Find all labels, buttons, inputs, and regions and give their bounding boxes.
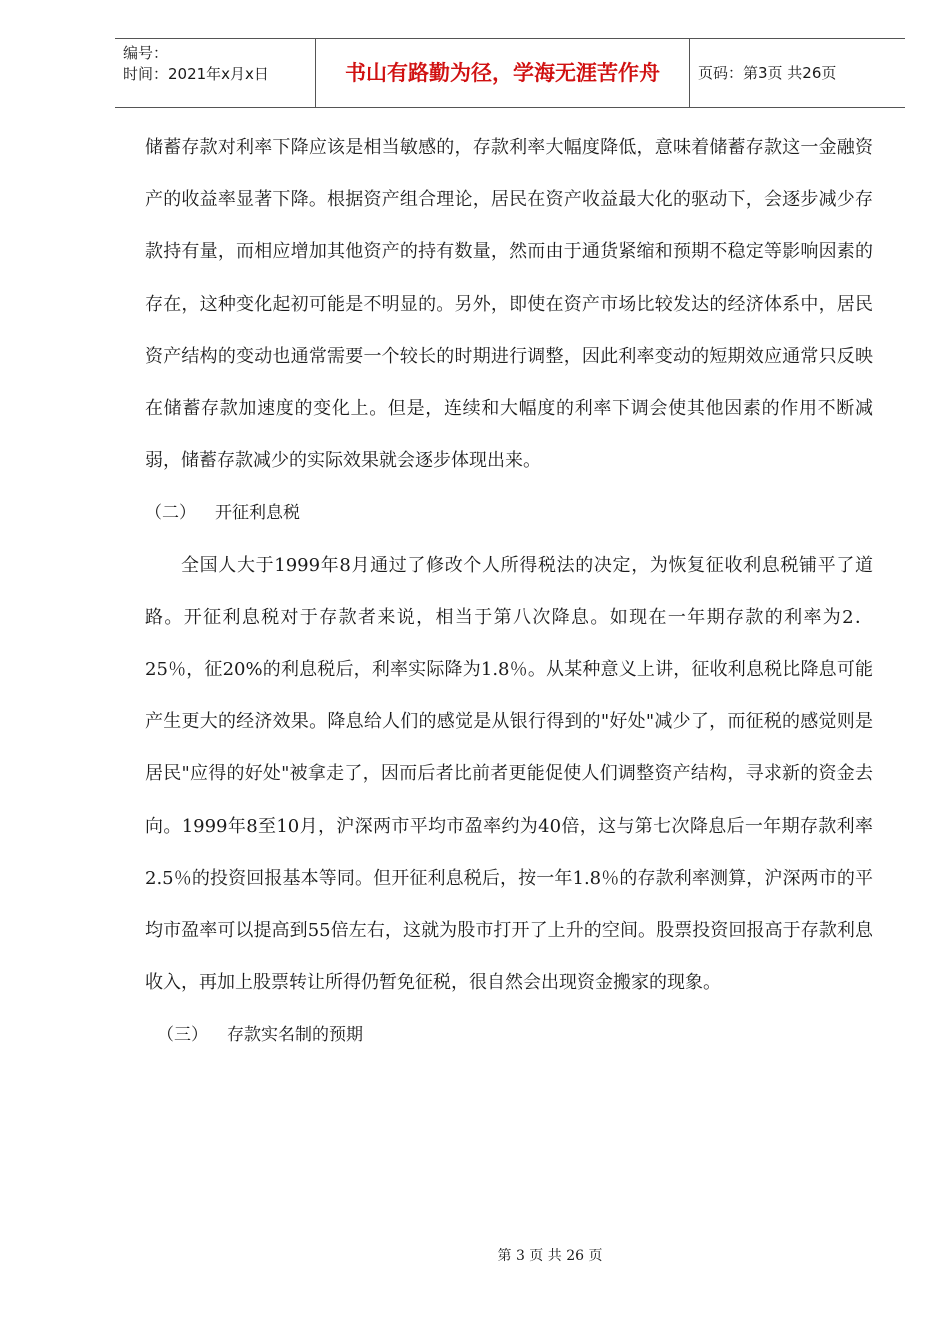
header-page-label: 页码：第3页 共26页 — [698, 64, 837, 82]
section-heading-2 — [145, 487, 873, 539]
header-meta — [115, 39, 316, 107]
document-number-label: 编号： — [123, 44, 169, 62]
section-heading-3 — [145, 1009, 873, 1061]
page-footer: 第 3 页 共 26 页 — [497, 1248, 603, 1264]
section-title: 开征利息税 — [215, 503, 300, 524]
body-paragraph: 储蓄存款对利率下降应该是相当敏感的，存款利率大幅度降低，意味着储蓄存款这一金融资产的收益率显著下降。根据资产组合理论，居民在资产收益最大化的驱动下，会逐步减少存款持有量，而相应增加其他资产的持有数量，然而由于通货紧缩和预期不稳定等影响因素的存在，这种变化起初可能是不明显的。另外，即使在资产市场比较发达的经济体系中，居民资产结构的变动也通常需要一个较长的时期进行调整，因此利率变动的短期效应通常只反映在储蓄存款加速度的变化上。但是，连续和大幅度的利率下调会使其他因素的作用不断减弱，储蓄存款减少的实际效果就会逐步体现出来。 — [145, 137, 873, 472]
header-motto: 书山有路勤为径，学海无涯苦作舟 — [316, 39, 690, 107]
section-number: （二） — [145, 503, 196, 524]
document-body — [145, 122, 873, 1062]
section-number: （三） — [157, 1025, 208, 1046]
section-title: 存款实名制的预期 — [227, 1025, 363, 1046]
document-date-label: 时间：2021年x月x日 — [123, 65, 269, 83]
page-header — [115, 38, 905, 108]
body-paragraph: 全国人大于1999年8月通过了修改个人所得税法的决定，为恢复征收利息税铺平了道路。开征利息税对于存款者来说，相当于第八次降息。如现在一年期存款的利率为2．25％，征20%的利息税后，利率实际降为1.8％。从某种意义上讲，征收利息税比降息可能产生更大的经济效果。降息给人们的感觉是从银行得到的"好处"减少了，而征税的感觉则是居民"应得的好处"被拿走了，因而后者比前者更能促使人们调整资产结构，寻求新的资金去向。1999年8至10月，沪深两市平均市盈率约为40倍，这与第七次降息后一年期存款利率2.5％的投资回报基本等同。但开征利息税后，按一年1.8％的存款利率测算，沪深两市的平均市盈率可以提高到55倍左右，这就为股市打开了上升的空间。股票投资回报高于存款利息收入，再加上股票转让所得仍暂免征税，很自然会出现资金搬家的现象。 — [145, 554, 873, 994]
